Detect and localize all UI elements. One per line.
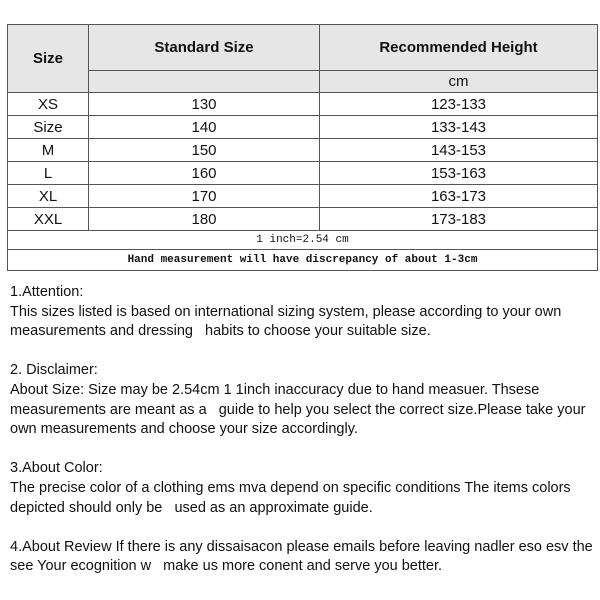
cell-standard: 140 bbox=[89, 116, 320, 139]
note-body: 4.About Review If there is any dissaisacon please emails before leaving nadler eso esv the see Your ecognition w make us more conent and serve you better. bbox=[10, 538, 597, 575]
cell-standard: 170 bbox=[89, 185, 320, 208]
note-body: This sizes listed is based on international sizing system, please according to your own measurements and dressing habits to choose your suitable size. bbox=[10, 303, 566, 340]
cell-height: 153-163 bbox=[320, 162, 598, 185]
notes-section bbox=[10, 283, 595, 597]
cell-size: XXL bbox=[8, 208, 89, 231]
table-row bbox=[8, 139, 598, 162]
cell-height: 163-173 bbox=[320, 185, 598, 208]
note-body: The precise color of a clothing ems mva depend on specific conditions The items colors depicted should only be used as an approximate guide. bbox=[10, 479, 575, 516]
conversion-note: 1 inch=2.54 cm bbox=[8, 231, 598, 250]
cell-height: 173-183 bbox=[320, 208, 598, 231]
note-body: About Size: Size may be 2.54cm 1 1inch inaccuracy due to hand measuer. Thsese measurements are meant as a guide to help you select the correct size.Please take your own measurements and choose your size accordingly. bbox=[10, 381, 590, 438]
discrepancy-note: Hand measurement will have discrepancy of about 1-3cm bbox=[8, 250, 598, 271]
cell-size: M bbox=[8, 139, 89, 162]
header-standard-unit bbox=[89, 71, 320, 93]
cell-standard: 160 bbox=[89, 162, 320, 185]
header-height-unit: cm bbox=[320, 71, 598, 93]
cell-size: XS bbox=[8, 93, 89, 116]
header-recommended-height: Recommended Height bbox=[320, 25, 598, 71]
note-attention bbox=[10, 283, 595, 342]
note-title: 2. Disclaimer: bbox=[10, 362, 98, 379]
table-row bbox=[8, 208, 598, 231]
size-chart-table bbox=[7, 24, 598, 271]
cell-standard: 180 bbox=[89, 208, 320, 231]
table-row bbox=[8, 93, 598, 116]
note-disclaimer bbox=[10, 361, 595, 439]
note-title: 3.About Color: bbox=[10, 460, 103, 477]
cell-height: 133-143 bbox=[320, 116, 598, 139]
table-row bbox=[8, 185, 598, 208]
cell-size: Size bbox=[8, 116, 89, 139]
cell-standard: 150 bbox=[89, 139, 320, 162]
cell-size: XL bbox=[8, 185, 89, 208]
cell-size: L bbox=[8, 162, 89, 185]
header-size: Size bbox=[8, 25, 89, 93]
note-color bbox=[10, 459, 595, 518]
note-review bbox=[10, 538, 595, 577]
cell-height: 143-153 bbox=[320, 139, 598, 162]
header-standard-size: Standard Size bbox=[89, 25, 320, 71]
table-row bbox=[8, 116, 598, 139]
cell-height: 123-133 bbox=[320, 93, 598, 116]
table-row bbox=[8, 162, 598, 185]
cell-standard: 130 bbox=[89, 93, 320, 116]
note-title: 1.Attention: bbox=[10, 284, 84, 300]
